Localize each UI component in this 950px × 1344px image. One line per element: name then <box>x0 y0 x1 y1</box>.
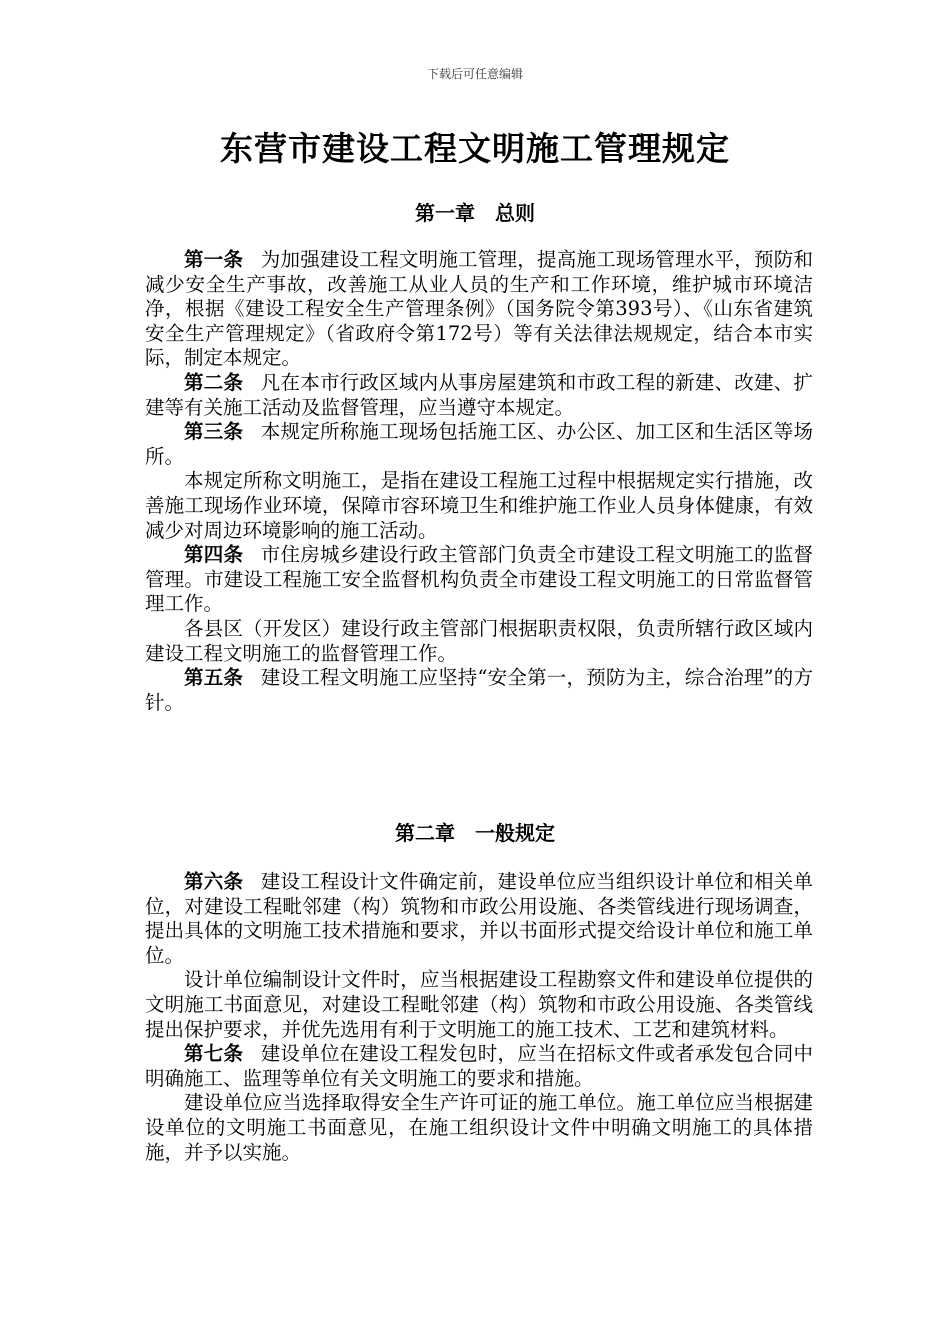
article-number: 第一条 <box>184 248 244 271</box>
article-text: 为加强建设工程文明施工管理，提高施工现场管理水平，预防和减少安全生产事故，改善施工从业人员的生产和工作环境，维护城市环境洁净，根据《建设工程安全生产管理条例》（国务院令第393号）、《山东省建筑安全生产管理规定》（省政府令第172号）等有关法律法规规定，结合本市实际，制定本规定。 <box>145 248 813 370</box>
article-paragraph <box>145 870 813 968</box>
article-text: 设计单位编制设计文件时，应当根据建设工程勘察文件和建设单位提供的文明施工书面意见，对建设工程毗邻建（构）筑物和市政公用设施、各类管线提出保护要求，并优先选用有利于文明施工的施工技术、工艺和建筑材料。 <box>145 968 813 1041</box>
article-text: 建设工程设计文件确定前，建设单位应当组织设计单位和相关单位，对建设工程毗邻建（构）筑物和市政公用设施、各类管线进行现场调查，提出具体的文明施工技术措施和要求，并以书面形式提交给设计单位和施工单位。 <box>145 870 813 967</box>
article-text: 各县区（开发区）建设行政主管部门根据职责权限，负责所辖行政区域内建设工程文明施工的监督管理工作。 <box>145 616 813 665</box>
article-paragraph <box>145 371 813 420</box>
article-number: 第二条 <box>184 370 244 394</box>
article-text: 凡在本市行政区域内从事房屋建筑和市政工程的新建、改建、扩建等有关施工活动及监督管理，应当遵守本规定。 <box>145 370 813 419</box>
article-number: 第三条 <box>184 420 244 444</box>
article-paragraph <box>145 666 813 715</box>
article-paragraph <box>145 1091 813 1165</box>
chapter-heading: 第二章 一般规定 <box>395 821 555 845</box>
article-text: 建设单位应当选择取得安全生产许可证的施工单位。施工单位应当根据建设单位的文明施工书面意见，在施工组织设计文件中明确文明施工的具体措施，并予以实施。 <box>145 1091 813 1164</box>
article-text: 本规定所称施工现场包括施工区、办公区、加工区和生活区等场所。 <box>145 420 813 468</box>
article-paragraph <box>145 617 813 666</box>
article-text: 市住房城乡建设行政主管部门负责全市建设工程文明施工的监督管理。市建设工程施工安全监督机构负责全市建设工程文明施工的日常监督管理工作。 <box>145 543 813 616</box>
article-number: 第四条 <box>184 543 244 567</box>
article-text: 建设单位在建设工程发包时，应当在招标文件或者承发包合同中明确施工、监理等单位有关文明施工的要求和措施。 <box>145 1042 813 1090</box>
article-paragraph <box>145 543 813 617</box>
article-paragraph <box>145 1042 813 1091</box>
article-text: 建设工程文明施工应坚持“安全第一，预防为主，综合治理”的方针。 <box>145 666 813 714</box>
article-number: 第七条 <box>184 1042 244 1066</box>
article-paragraph <box>145 968 813 1042</box>
chapter-heading: 第一章 总则 <box>415 201 535 225</box>
article-text: 本规定所称文明施工，是指在建设工程施工过程中根据规定实行措施，改善施工现场作业环境，保障市容环境卫生和维护施工作业人员身体健康，有效减少对周边环境影响的施工活动。 <box>145 469 813 542</box>
article-number: 第五条 <box>184 666 244 690</box>
article-paragraph <box>145 248 813 371</box>
article-paragraph <box>145 469 813 543</box>
article-paragraph <box>145 420 813 469</box>
header-note: 下载后可任意编辑 <box>426 67 523 81</box>
document-title: 东营市建设工程文明施工管理规定 <box>220 129 730 168</box>
chapter-body <box>145 248 813 715</box>
article-number: 第六条 <box>184 870 244 893</box>
chapter-body <box>145 870 813 1165</box>
